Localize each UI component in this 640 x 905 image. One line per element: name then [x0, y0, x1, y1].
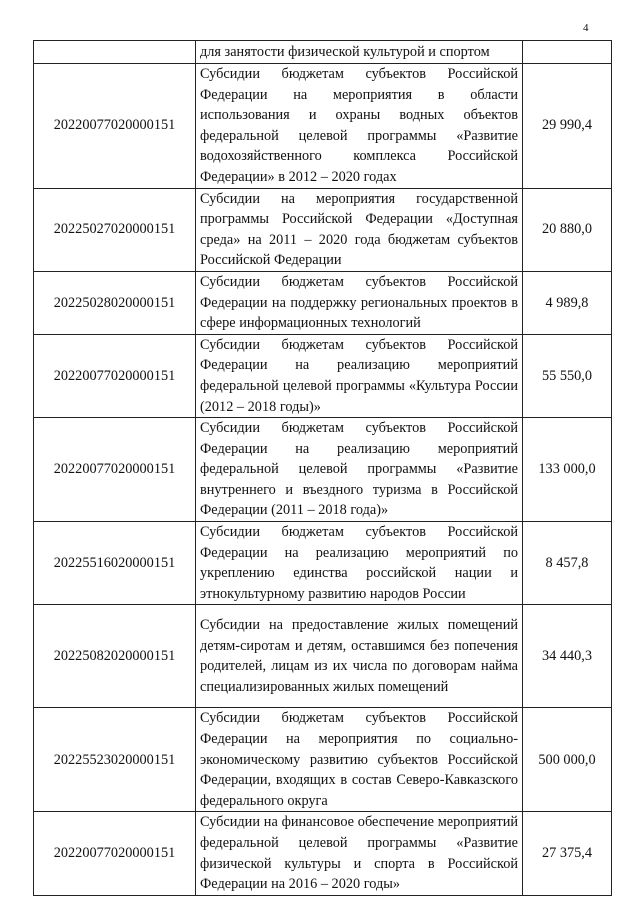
table-row — [34, 605, 612, 708]
page-number: 4 — [583, 22, 589, 34]
description-cell: Субсидии на предоставление жилых помещений детям-сиротам и детям, оставшимся без попечения родителей, лицам из их числа по договорам найма специализированных жилых помещений — [196, 605, 523, 708]
budget-code-cell: 20225523020000151 — [34, 708, 196, 812]
description-cell: Субсидии бюджетам субъектов Российской Федерации на мероприятия по социально-экономическому развитию субъектов Российской Федерации, входящих в состав Северо-Кавказского федерального округа — [196, 708, 523, 812]
amount-cell: 500 000,0 — [523, 708, 612, 812]
budget-code-cell: 20225516020000151 — [34, 522, 196, 605]
table-row — [34, 64, 612, 189]
amount-cell — [523, 41, 612, 64]
description-cell: Субсидии на финансовое обеспечение мероприятий федеральной целевой программы «Развитие физической культуры и спорта в Российской Федерации на 2016 – 2020 годы» — [196, 812, 523, 895]
description-cell: для занятости физической культурой и спортом — [196, 41, 523, 64]
amount-cell: 20 880,0 — [523, 188, 612, 271]
budget-code-cell — [34, 41, 196, 64]
description-cell: Субсидии на мероприятия государственной программы Российской Федерации «Доступная среда» на 2011 – 2020 года бюджетам субъектов Российской Федерации — [196, 188, 523, 271]
amount-cell: 29 990,4 — [523, 64, 612, 189]
table-row — [34, 188, 612, 271]
amount-cell: 8 457,8 — [523, 522, 612, 605]
table-row — [34, 418, 612, 522]
table-row — [34, 812, 612, 895]
budget-code-cell: 20220077020000151 — [34, 64, 196, 189]
amount-cell: 4 989,8 — [523, 271, 612, 334]
description-cell: Субсидии бюджетам субъектов Российской Федерации на реализацию мероприятий федеральной целевой программы «Культура России (2012 – 2018 годы)» — [196, 334, 523, 417]
budget-code-cell: 20220077020000151 — [34, 334, 196, 417]
amount-cell: 133 000,0 — [523, 418, 612, 522]
amount-cell: 34 440,3 — [523, 605, 612, 708]
budget-code-cell: 20225027020000151 — [34, 188, 196, 271]
description-cell: Субсидии бюджетам субъектов Российской Федерации на поддержку региональных проектов в сфере информационных технологий — [196, 271, 523, 334]
budget-code-cell: 20225082020000151 — [34, 605, 196, 708]
description-cell: Субсидии бюджетам субъектов Российской Федерации на реализацию мероприятий федеральной целевой программы «Развитие внутреннего и въездного туризма в Российской Федерации (2011 – 2018 года)» — [196, 418, 523, 522]
budget-code-cell: 20225028020000151 — [34, 271, 196, 334]
description-cell: Субсидии бюджетам субъектов Российской Федерации на реализацию мероприятий по укреплению единства российской нации и этнокультурному развитию народов России — [196, 522, 523, 605]
table-row — [34, 271, 612, 334]
budget-code-cell: 20220077020000151 — [34, 812, 196, 895]
table-row — [34, 708, 612, 812]
budget-code-cell: 20220077020000151 — [34, 418, 196, 522]
table-row — [34, 334, 612, 417]
description-cell: Субсидии бюджетам субъектов Российской Федерации на мероприятия в области использования и охраны водных объектов федеральной целевой программы «Развитие водохозяйственного комплекса Российской Федерации» в 2012 – 2020 годах — [196, 64, 523, 189]
budget-table — [33, 40, 612, 896]
table-row — [34, 41, 612, 64]
table-row — [34, 522, 612, 605]
amount-cell: 27 375,4 — [523, 812, 612, 895]
amount-cell: 55 550,0 — [523, 334, 612, 417]
